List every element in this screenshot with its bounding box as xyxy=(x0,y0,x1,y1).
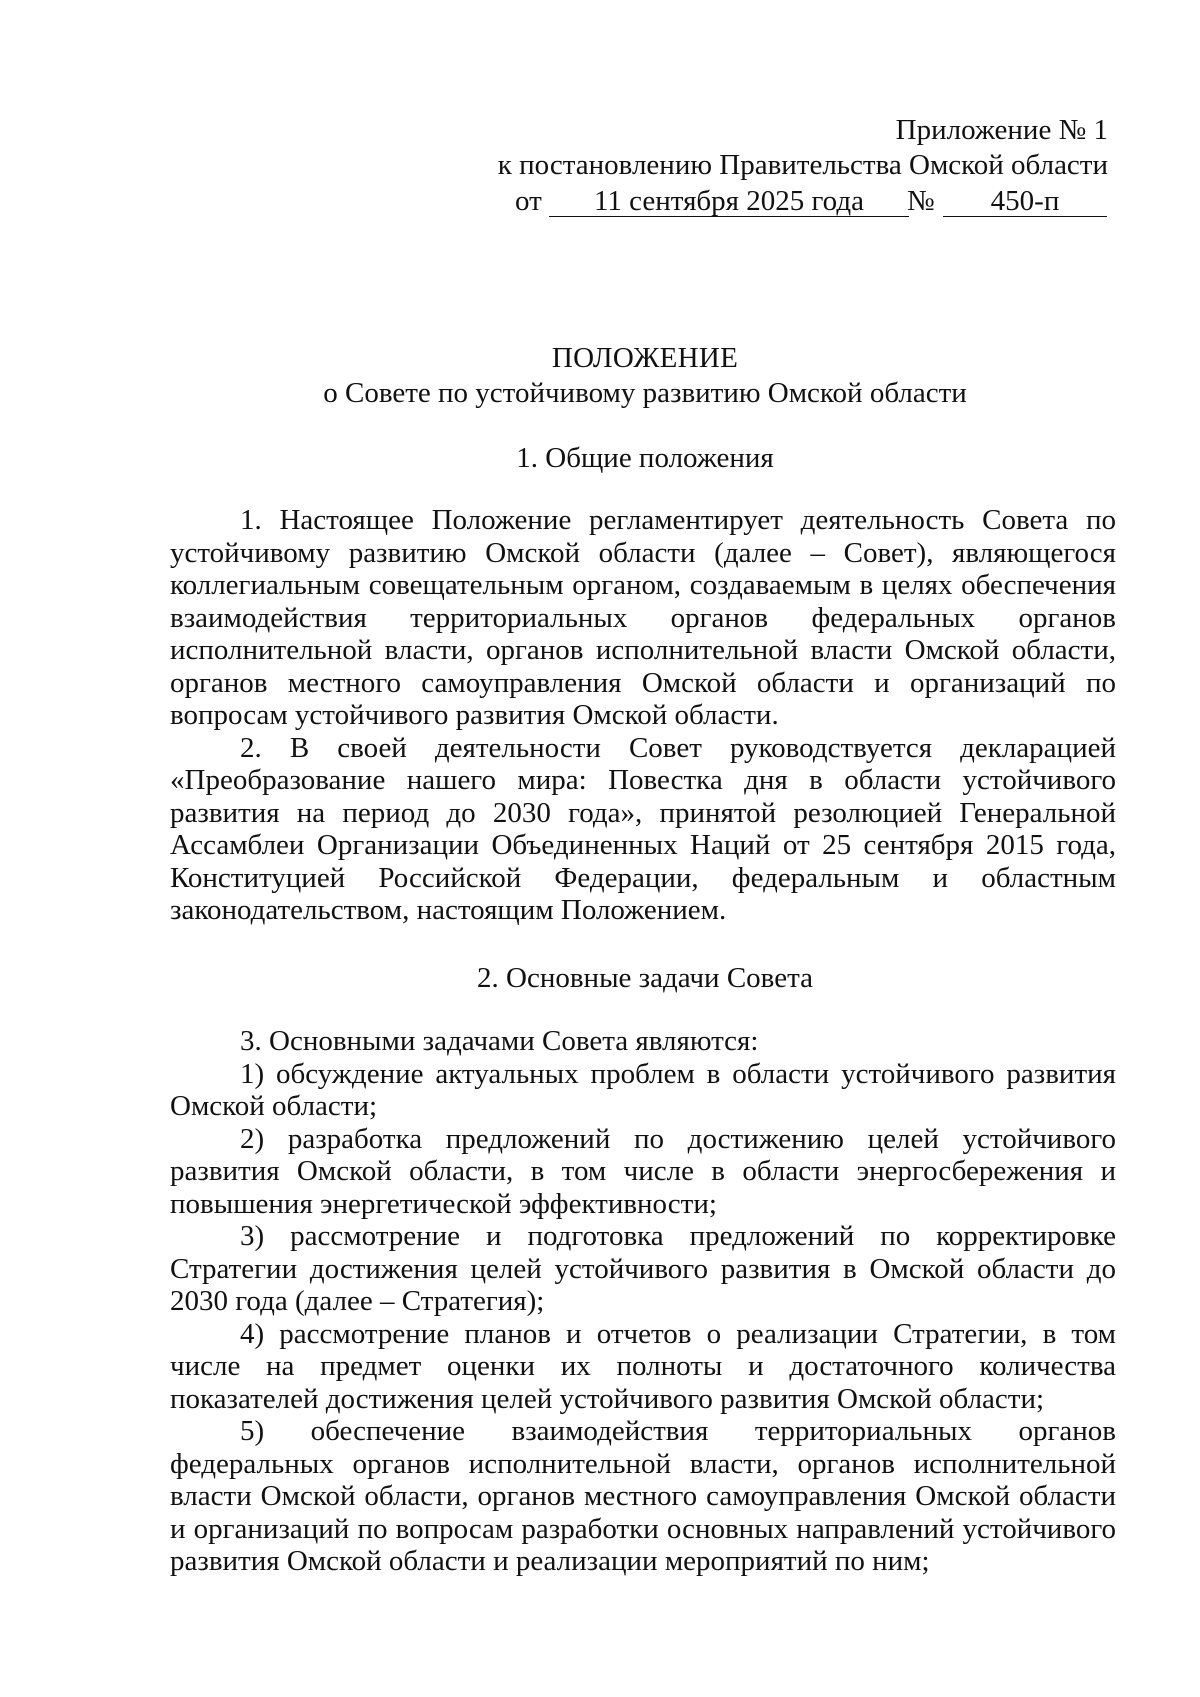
resolution-date: 11 сентября 2025 года xyxy=(549,183,909,217)
paragraph: 1. Настоящее Положение регламентирует деятельность Совета по устойчивому развитию Омской области (далее – Совет), являющегося коллегиальным совещательным органом, создаваемым в целях обеспечения взаимодействия территориальных органов федеральных органов исполнительной власти, органов исполнительной власти Омской области, органов местного самоуправления Омской области и организаций по вопросам устойчивого развития Омской области. xyxy=(170,504,1116,731)
section-heading: 2. Основные задачи Совета xyxy=(477,962,813,994)
from-label: от xyxy=(515,185,542,217)
list-item: 4) рассмотрение планов и отчетов о реализации Стратегии, в том числе на предмет оценки их полноты и достаточного количества показателей достижения целей устойчивого развития Омской области; xyxy=(170,1317,1116,1415)
document-subtitle: о Совете по устойчивому развитию Омской области xyxy=(323,377,967,409)
paragraph: 3. Основными задачами Совета являются: xyxy=(240,1025,759,1057)
resolution-number: 450-п xyxy=(943,183,1107,217)
list-item: 1) обсуждение актуальных проблем в области устойчивого развития Омской области; xyxy=(170,1057,1116,1122)
number-sign: № xyxy=(907,185,935,217)
document-title: ПОЛОЖЕНИЕ xyxy=(551,342,739,374)
paragraph: 2. В своей деятельности Совет руководствуется декларацией «Преобразование нашего мира: Повестка дня в области устойчивого развития на период до 2030 года», принятой резолюцией Генеральной Ассамблеи Организации Объединенных Наций от 25 сентября 2015 года, Конституцией Российской Федерации, федеральным и областным законодательством, настоящим Положением. xyxy=(170,731,1116,926)
list-item: 3) рассмотрение и подготовка предложений по корректировке Стратегии достижения целей устойчивого развития в Омской области до 2030 года (далее – Стратегия); xyxy=(170,1220,1116,1317)
resolution-reference: к постановлению Правительства Омской области xyxy=(497,149,1108,181)
appendix-label: Приложение № 1 xyxy=(895,114,1108,146)
list-item: 5) обеспечение взаимодействия территориальных органов федеральных органов исполнительной власти, органов исполнительной власти Омской области, органов местного самоуправления Омской области и организаций по вопросам разработки основных направлений устойчивого развития Омской области и реализации мероприятий по ним; xyxy=(170,1415,1116,1577)
section-heading: 1. Общие положения xyxy=(516,442,774,474)
section-body xyxy=(170,1025,1116,1578)
section-body xyxy=(170,504,1116,927)
list-item: 2) разработка предложений по достижению целей устойчивого развития Омской области, в том числе в области энергосбережения и повышения энергетической эффективности; xyxy=(170,1122,1116,1220)
resolution-date-number-line xyxy=(515,183,1107,219)
